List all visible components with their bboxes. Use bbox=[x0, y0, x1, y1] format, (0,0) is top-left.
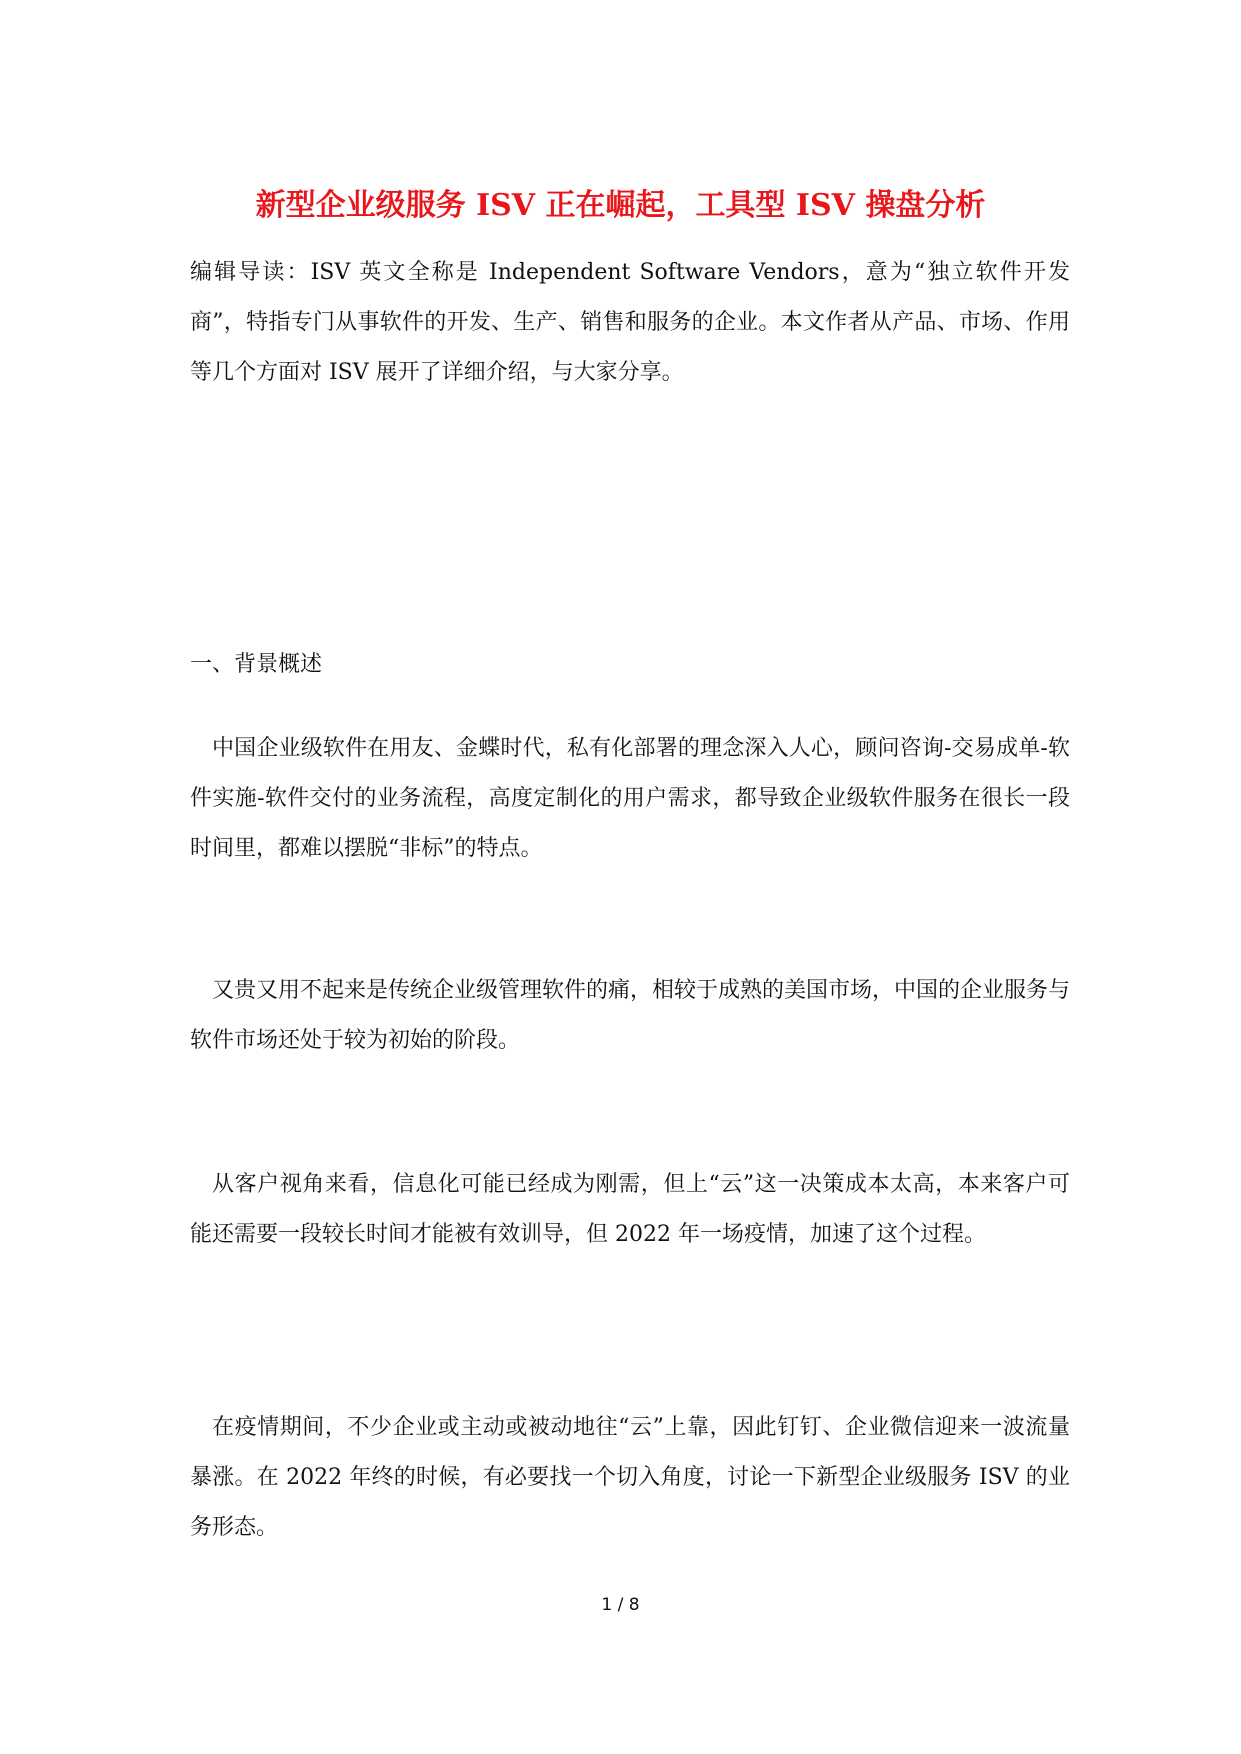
section-heading: 一、背景概述 bbox=[190, 652, 323, 677]
body-paragraph: 中国企业级软件在用友、金蝶时代，私有化部署的理念深入人心，顾问咨询-交易成单-软件实施-软件交付的业务流程，高度定制化的用户需求，都导致企业级软件服务在很长一段时间里，都难以摆脱“非标”的特点。 bbox=[190, 736, 1070, 861]
editor-intro: 编辑导读：ISV 英文全称是 Independent Software Vendors，意为“独立软件开发商”，特指专门从事软件的开发、生产、销售和服务的企业。本文作者从产品、市场、作用等几个方面对 ISV 展开了详细介绍，与大家分享。 bbox=[190, 260, 1070, 385]
document-title: 新型企业级服务 ISV 正在崛起，工具型 ISV 操盘分析 bbox=[255, 188, 986, 223]
body-paragraph: 在疫情期间，不少企业或主动或被动地往“云”上靠，因此钉钉、企业微信迎来一波流量暴涨。在 2022 年终的时候，有必要找一个切入角度，讨论一下新型企业级服务 ISV 的业务形态。 bbox=[190, 1415, 1070, 1540]
body-paragraph: 又贵又用不起来是传统企业级管理软件的痛，相较于成熟的美国市场，中国的企业服务与软件市场还处于较为初始的阶段。 bbox=[190, 978, 1071, 1053]
page-number: 1 / 8 bbox=[601, 1595, 640, 1615]
body-paragraph: 从客户视角来看，信息化可能已经成为刚需，但上“云”这一决策成本太高，本来客户可能还需要一段较长时间才能被有效训导，但 2022 年一场疫情，加速了这个过程。 bbox=[190, 1172, 1070, 1247]
